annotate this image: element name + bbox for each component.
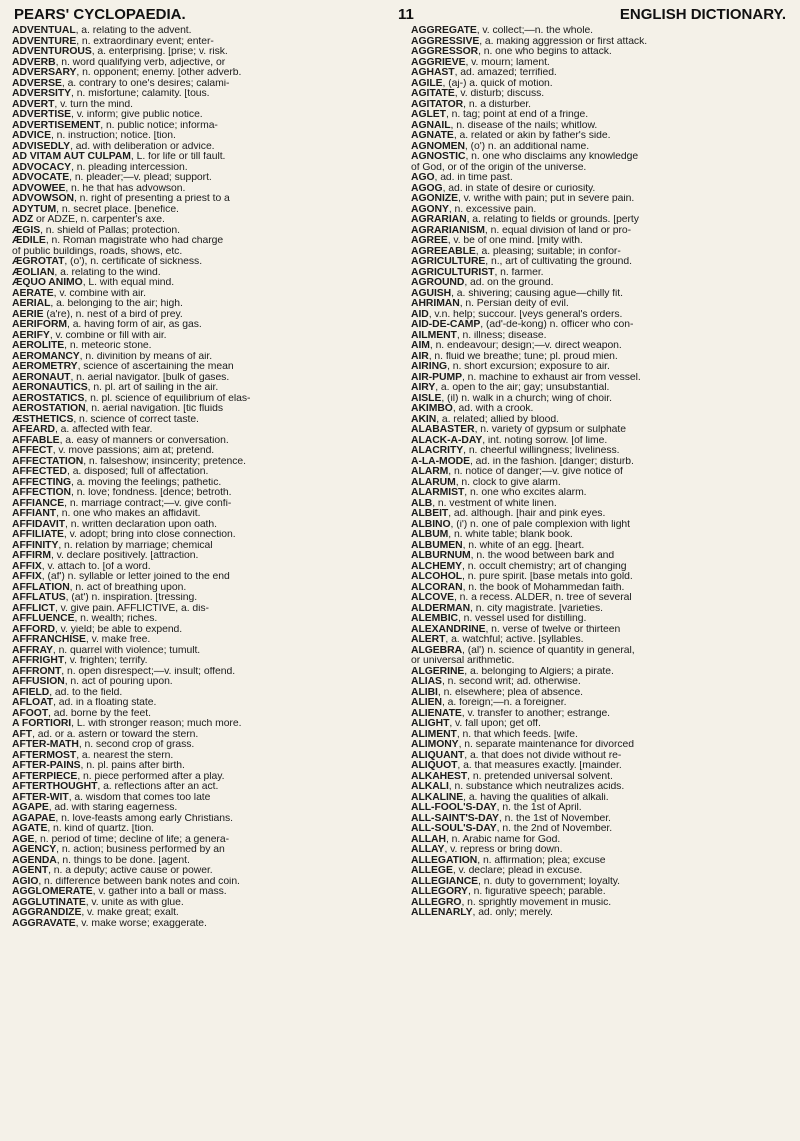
dictionary-line: ADVENTUROUS, a. enterprising. [prise; v. risk.	[12, 47, 228, 57]
dictionary-line: ALIQUOT, a. that measures exactly. [mainder.	[411, 761, 622, 771]
page-number: 11	[398, 6, 414, 23]
dictionary-line: AEROLITE, n. meteoric stone.	[12, 341, 152, 351]
dictionary-line: ALGEBRA, (al') n. science of quantity in general,	[411, 645, 635, 656]
dictionary-line: AFFABLE, a. easy of manners or conversation.	[12, 435, 229, 446]
dictionary-line: AFFORD, v. yield; be able to expend.	[12, 624, 183, 635]
dictionary-line: ADVENTURE, n. extraordinary event; enter-	[12, 36, 214, 47]
dictionary-line: AGRICULTURE, n., art of cultivating the ground.	[411, 257, 632, 267]
dictionary-line: AGE, n. period of time; decline of life; a genera-	[12, 834, 229, 845]
dictionary-line: AFTER-MATH, n. second crop of grass.	[12, 740, 195, 750]
section-title: ENGLISH DICTIONARY.	[619, 6, 786, 23]
dictionary-line: ALIEN, a. foreign;—n. a foreigner.	[411, 698, 567, 708]
dictionary-line: AGLET, n. tag; point at end of a fringe.	[411, 110, 589, 120]
dictionary-line: AFFECTING, a. moving the feelings; pathetic.	[12, 477, 222, 488]
dictionary-line: AERIE (a're), n. nest of a bird of prey.	[12, 309, 183, 320]
dictionary-line: AGOG, ad. in state of desire or curiosity.	[411, 183, 596, 194]
dictionary-line: AFFINITY, n. relation by marriage; chemical	[12, 540, 213, 551]
dictionary-line: AFFRAY, n. quarrel with violence; tumult.	[12, 645, 201, 656]
dictionary-line: AFFIX, v. attach to. [of a word.	[12, 561, 151, 572]
dictionary-line: AGO, ad. in time past.	[411, 173, 513, 183]
dictionary-line: ADVOWSON, n. right of presenting a priest to a	[12, 194, 230, 204]
dictionary-line: AFFIDAVIT, n. written declaration upon oath.	[12, 519, 217, 530]
dictionary-line: ALL-SAINT'S-DAY, n. the 1st of November.	[411, 813, 611, 824]
dictionary-line: ADVERT, v. turn the mind.	[12, 99, 133, 110]
dictionary-line: AGREE, v. be of one mind. [mity with.	[411, 236, 583, 246]
dictionary-line: AFTERPIECE, n. piece performed after a play.	[12, 771, 225, 782]
dictionary-line: A-LA-MODE, ad. in the fashion. [danger; disturb.	[411, 456, 634, 467]
dictionary-line: ALERT, a. watchful; active. [syllables.	[411, 635, 584, 645]
dictionary-line: AGENCY, n. action; business performed by an	[12, 845, 225, 855]
dictionary-line: AIM, n. endeavour; design;—v. direct weapon.	[411, 341, 622, 351]
dictionary-line: ALLENARLY, ad. only; merely.	[411, 908, 553, 918]
dictionary-line: AFFECTION, n. love; fondness. [dence; betroth.	[12, 488, 232, 498]
dictionary-line: of God, or of the origin of the universe.	[411, 162, 587, 173]
dictionary-line: AEROSTATION, n. aerial navigation. [tic fluids	[12, 404, 223, 414]
dictionary-line: AFEARD, a. affected with fear.	[12, 425, 153, 435]
dictionary-line: ADYTUM, n. secret place. [benefice.	[12, 204, 179, 215]
dictionary-line: AFFLATUS, (at') n. inspiration. [tressing.	[12, 593, 198, 603]
dictionary-line: ADVOWEE, n. he that has advowson.	[12, 183, 186, 194]
dictionary-line: ÆGIS, n. shield of Pallas; protection.	[12, 225, 180, 236]
dictionary-line: ADVERSITY, n. misfortune; calamity. [tous.	[12, 89, 210, 99]
dictionary-line: ALKAHEST, n. pretended universal solvent.	[411, 771, 613, 782]
dictionary-line: AKIMBO, ad. with a crook.	[411, 404, 534, 414]
dictionary-line: AILMENT, n. illness; disease.	[411, 330, 547, 341]
dictionary-line: AD VITAM AUT CULPAM, L. for life or till fault.	[12, 152, 226, 162]
dictionary-line: or universal arithmetic.	[411, 656, 515, 666]
dictionary-line: AFTER-WIT, a. wisdom that comes too late	[12, 792, 211, 803]
dictionary-line: AERONAUTICS, n. pl. art of sailing in the air.	[12, 383, 219, 393]
left-column	[12, 26, 393, 1136]
dictionary-line: ALIAS, n. second writ; ad. otherwise.	[411, 677, 581, 687]
dictionary-line: AFFRANCHISE, v. make free.	[12, 635, 151, 645]
right-column	[411, 26, 792, 1136]
dictionary-line: AGRARIANISM, n. equal division of land or pro-	[411, 225, 632, 236]
dictionary-line: AGGRIEVE, v. mourn; lament.	[411, 57, 550, 68]
dictionary-line: ADVERSE, a. contrary to one's desires; calami-	[12, 78, 230, 89]
dictionary-line: AERATE, v. combine with air.	[12, 288, 146, 299]
dictionary-line: AGAPAE, n. love-feasts among early Christians.	[12, 813, 233, 824]
dictionary-line: AID-DE-CAMP, (ad'-de-kong) n. officer who con-	[411, 320, 634, 330]
dictionary-line: AEROSTATICS, n. pl. science of equilibrium of elas-	[12, 393, 251, 404]
dictionary-line: AFFECTED, a. disposed; full of affectation.	[12, 467, 209, 477]
dictionary-line: AERIFY, v. combine or fill with air.	[12, 330, 167, 341]
dictionary-line: AGNOSTIC, n. one who disclaims any knowledge	[411, 152, 639, 162]
dictionary-line: AGREEABLE, a. pleasing; suitable; in confor-	[411, 246, 621, 257]
dictionary-line: ALBINO, (i') n. one of pale complexion with light	[411, 519, 630, 530]
dictionary-line: ADVOCACY, n. pleading intercession.	[12, 162, 188, 173]
running-title: PEARS' CYCLOPAEDIA.	[14, 6, 186, 23]
dictionary-line: of public buildings, roads, shows, etc.	[12, 246, 183, 257]
dictionary-line: AGENT, n. a deputy; active cause or power.	[12, 866, 213, 876]
dictionary-line: ALL-FOOL'S-DAY, n. the 1st of April.	[411, 803, 582, 813]
dictionary-line: AGRICULTURIST, n. farmer.	[411, 267, 544, 278]
dictionary-line: AGGRESSOR, n. one who begins to attack.	[411, 47, 612, 57]
dictionary-line: ALLAY, v. repress or bring down.	[411, 845, 563, 855]
dictionary-line: ALKALINE, a. having the qualities of alkali.	[411, 792, 609, 803]
dictionary-line: ALIMONY, n. separate maintenance for divorced	[411, 740, 634, 750]
dictionary-line: AIRING, n. short excursion; exposure to air.	[411, 362, 610, 372]
dictionary-line: ALARMIST, n. one who excites alarm.	[411, 488, 587, 498]
dictionary-line: AFFRONT, n. open disrespect;—v. insult; offend.	[12, 666, 236, 677]
dictionary-line: AHRIMAN, n. Persian deity of evil.	[411, 299, 569, 309]
dictionary-line: ADVENTUAL, a. relating to the advent.	[12, 26, 192, 36]
dictionary-line: AFFLATION, n. act of breathing upon.	[12, 582, 187, 593]
dictionary-line: AGGLOMERATE, v. gather into a ball or mass.	[12, 887, 227, 897]
dictionary-line: AIRY, a. open to the air; gay; unsubstantial.	[411, 383, 610, 393]
dictionary-line: AFLOAT, ad. in a floating state.	[12, 698, 157, 708]
dictionary-line: AGILE, (aj-) a. quick of motion.	[411, 78, 553, 89]
dictionary-line: ALIMENT, n. that which feeds. [wife.	[411, 729, 578, 740]
dictionary-line: AGGREGATE, v. collect;—n. the whole.	[411, 26, 594, 36]
dictionary-line: AISLE, (il) n. walk in a church; wing of choir.	[411, 393, 612, 404]
dictionary-line: ALCHEMY, n. occult chemistry; art of changing	[411, 561, 627, 572]
dictionary-line: ALLEGIANCE, n. duty to government; loyalty.	[411, 876, 621, 887]
dictionary-line: AGGRANDIZE, v. make great; exalt.	[12, 908, 179, 918]
dictionary-line: AFFRIGHT, v. frighten; terrify.	[12, 656, 148, 666]
dictionary-line: AGGRESSIVE, a. making aggression or first attack.	[411, 36, 648, 47]
dictionary-line: ÆSTHETICS, n. science of correct taste.	[12, 414, 199, 425]
dictionary-line: AGGRAVATE, v. make worse; exaggerate.	[12, 918, 207, 929]
dictionary-line: ALLEGATION, n. affirmation; plea; excuse	[411, 855, 606, 866]
dictionary-line: ALIQUANT, a. that does not divide without re-	[411, 750, 622, 761]
dictionary-line: ADVERTISE, v. inform; give public notice.	[12, 110, 203, 120]
page-header	[14, 6, 786, 26]
dictionary-line: AGROUND, ad. on the ground.	[411, 278, 554, 288]
dictionary-line: ADVERSARY, n. opponent; enemy. [other adverb.	[12, 68, 242, 78]
dictionary-line: ÆQUO ANIMO, L. with equal mind.	[12, 278, 175, 288]
dictionary-line: ADVOCATE, n. pleader;—v. plead; support.	[12, 173, 212, 183]
dictionary-line: ALL-SOUL'S-DAY, n. the 2nd of November.	[411, 824, 613, 834]
dictionary-line: ALBUM, n. white table; blank book.	[411, 530, 573, 540]
dictionary-line: ALCOVE, n. a recess. ALDER, n. tree of several	[411, 593, 632, 603]
dictionary-line: ALLAH, n. Arabic name for God.	[411, 834, 561, 845]
dictionary-line: A FORTIORI, L. with stronger reason; much more.	[12, 719, 242, 729]
dictionary-line: AFFUSION, n. act of pouring upon.	[12, 677, 173, 687]
dictionary-line: ÆOLIAN, a. relating to the wind.	[12, 267, 161, 278]
dictionary-line: ALCOHOL, n. pure spirit. [base metals into gold.	[411, 572, 633, 582]
dictionary-line: AGAPE, ad. with staring eagerness.	[12, 803, 178, 813]
dictionary-line: ALIBI, n. elsewhere; plea of absence.	[411, 687, 584, 698]
dictionary-line: ALDERMAN, n. city magistrate. [varieties.	[411, 603, 603, 614]
dictionary-line: ALARM, n. notice of danger;—v. give notice of	[411, 467, 623, 477]
dictionary-line: AFFLUENCE, n. wealth; riches.	[12, 614, 158, 624]
dictionary-line: ALABASTER, n. variety of gypsum or sulphate	[411, 425, 626, 435]
dictionary-line: AGONY, n. excessive pain.	[411, 204, 537, 215]
dictionary-line: ÆGROTAT, (o'), n. certificate of sickness.	[12, 257, 203, 267]
dictionary-line: AGHAST, ad. amazed; terrified.	[411, 68, 557, 78]
dictionary-line: ALGERINE, a. belonging to Algiers; a pirate.	[411, 666, 614, 677]
dictionary-line: AFOOT, ad. borne by the feet.	[12, 708, 151, 719]
dictionary-line: ADZ or ADZE, n. carpenter's axe.	[12, 215, 165, 225]
dictionary-line: AFFIANCE, n. marriage contract;—v. give confi-	[12, 498, 232, 509]
dictionary-line: AFFIRM, v. declare positively. [attraction.	[12, 551, 199, 561]
dictionary-line: ALKALI, n. substance which neutralizes acids.	[411, 782, 625, 792]
dictionary-line: ALLEGRO, n. sprightly movement in music.	[411, 897, 612, 908]
dictionary-line: AFIELD, ad. to the field.	[12, 687, 123, 698]
dictionary-line: ALARUM, n. clock to give alarm.	[411, 477, 561, 488]
dictionary-line: ALBURNUM, n. the wood between bark and	[411, 551, 615, 561]
dictionary-line: ALIENATE, v. transfer to another; estrange.	[411, 708, 611, 719]
dictionary-line: ALLEGE, v. declare; plead in excuse.	[411, 866, 583, 876]
dictionary-line: AERIAL, a. belonging to the air; high.	[12, 299, 183, 309]
dictionary-line: AGNOMEN, (o') n. an additional name.	[411, 141, 590, 152]
dictionary-line: ADVICE, n. instruction; notice. [tion.	[12, 131, 176, 141]
dictionary-line: ALEMBIC, n. vessel used for distilling.	[411, 614, 587, 624]
dictionary-line: ALLEGORY, n. figurative speech; parable.	[411, 887, 606, 897]
dictionary-line: AGGLUTINATE, v. unite as with glue.	[12, 897, 184, 908]
dictionary-line: AFFIANT, n. one who makes an affidavit.	[12, 509, 201, 519]
dictionary-line: AFFLICT, v. give pain. AFFLICTIVE, a. dis-	[12, 603, 209, 614]
dictionary-line: ALB, n. vestment of white linen.	[411, 498, 557, 509]
dictionary-line: ADVISEDLY, ad. with deliberation or advice.	[12, 141, 215, 152]
dictionary-line: ALCORAN, n. the book of Mohammedan faith.	[411, 582, 625, 593]
dictionary-line: AGRARIAN, a. relating to fields or grounds. [perty	[411, 215, 639, 225]
dictionary-line: ADVERTISEMENT, n. public notice; informa-	[12, 120, 218, 131]
dictionary-line: AFT, ad. or a. astern or toward the stern.	[12, 729, 199, 740]
dictionary-line: AFFECTATION, n. falseshow; insincerity; pretence.	[12, 456, 246, 467]
dictionary-line: AGITATE, v. disturb; discuss.	[411, 89, 545, 99]
dictionary-line: AID, v.n. help; succour. [veys general's orders.	[411, 309, 623, 320]
dictionary-line: AFTERMOST, a. nearest the stern.	[12, 750, 174, 761]
dictionary-line: ALIGHT, v. fall upon; get off.	[411, 719, 541, 729]
dictionary-line: AGONIZE, v. writhe with pain; put in severe pain.	[411, 194, 635, 204]
dictionary-line: ALBEIT, ad. although. [hair and pink eyes.	[411, 509, 606, 519]
dictionary-line: AIR-PUMP, n. machine to exhaust air from vessel.	[411, 372, 641, 383]
dictionary-line: AFTERTHOUGHT, a. reflections after an act.	[12, 782, 219, 792]
dictionary-line: AGUISH, a. shivering; causing ague—chilly fit.	[411, 288, 623, 299]
dictionary-line: AIR, n. fluid we breathe; tune; pl. proud mien.	[411, 351, 618, 362]
dictionary-line: ALACK-A-DAY, int. noting sorrow. [of lime.	[411, 435, 608, 446]
dictionary-line: AGITATOR, n. a disturber.	[411, 99, 532, 110]
dictionary-line: AERIFORM, a. having form of air, as gas.	[12, 320, 202, 330]
dictionary-line: AGNATE, a. related or akin by father's side.	[411, 131, 611, 141]
dictionary-line: ALEXANDRINE, n. verse of twelve or thirteen	[411, 624, 621, 635]
dictionary-line: AKIN, a. related; allied by blood.	[411, 414, 559, 425]
dictionary-line: AGIO, n. difference between bank notes and coin.	[12, 876, 240, 887]
dictionary-line: ALBUMEN, n. white of an egg. [heart.	[411, 540, 585, 551]
dictionary-line: AEROMANCY, n. divinition by means of air.	[12, 351, 213, 362]
dictionary-line: ALACRITY, n. cheerful willingness; liveliness.	[411, 446, 620, 456]
dictionary-line: AEROMETRY, science of ascertaining the mean	[12, 362, 234, 372]
dictionary-line: ADVERB, n. word qualifying verb, adjective, or	[12, 57, 226, 68]
dictionary-line: AERONAUT, n. aerial navigator. [bulk of gases.	[12, 372, 230, 383]
dictionary-line: AGATE, n. kind of quartz. [tion.	[12, 824, 155, 834]
dictionary-line: AFTER-PAINS, n. pl. pains after birth.	[12, 761, 185, 771]
dictionary-line: AGNAIL, n. disease of the nails; whitlow.	[411, 120, 598, 131]
dictionary-line: AFFECT, v. move passions; aim at; pretend.	[12, 446, 215, 456]
dictionary-line: AFFILIATE, v. adopt; bring into close connection.	[12, 530, 236, 540]
dictionary-line: AGENDA, n. things to be done. [agent.	[12, 855, 190, 866]
dictionary-line: ÆDILE, n. Roman magistrate who had charge	[12, 236, 224, 246]
dictionary-line: AFFIX, (af') n. syllable or letter joined to the end	[12, 572, 230, 582]
